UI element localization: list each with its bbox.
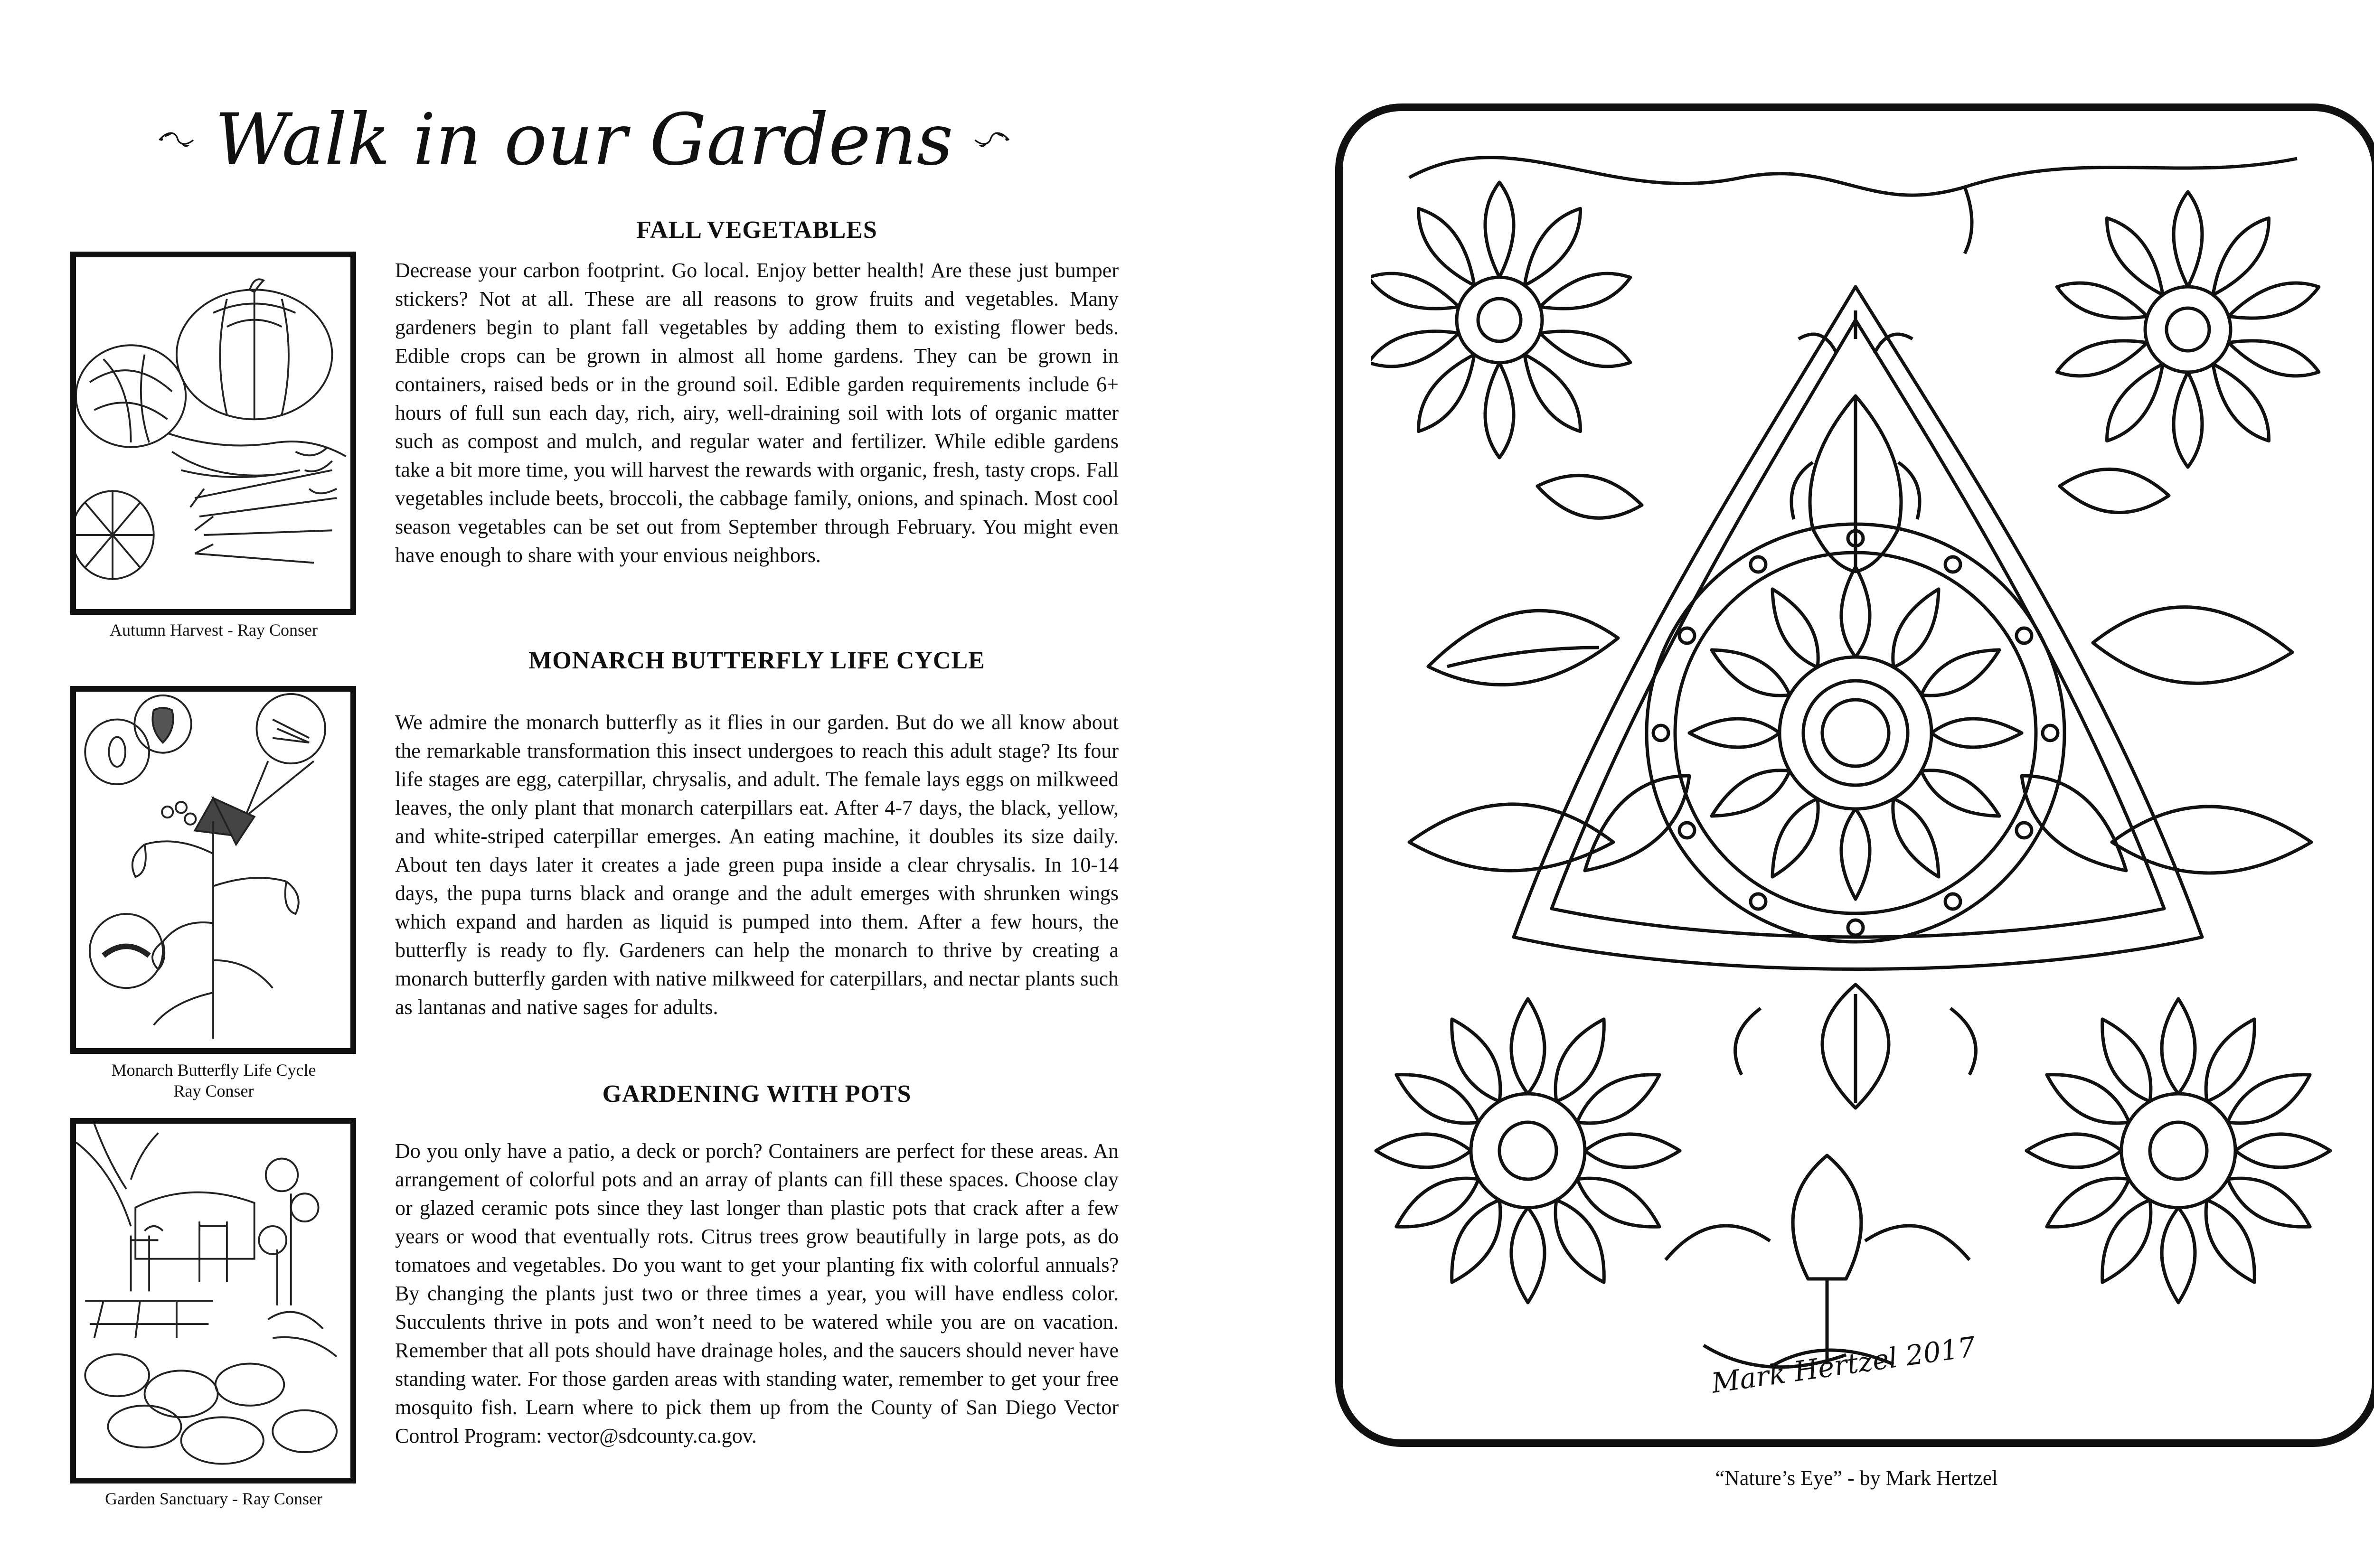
section-heading-monarch: MONARCH BUTTERFLY LIFE CYCLE	[528, 647, 985, 674]
garden-sanctuary-illustration	[70, 1118, 356, 1483]
garden-sanctuary-caption: Garden Sanctuary - Ray Conser	[105, 1489, 322, 1508]
title-row	[157, 93, 1011, 188]
monarch-illustration	[70, 686, 356, 1054]
autumn-harvest-illustration	[70, 252, 356, 615]
section-body-fall-vegetables: Decrease your carbon footprint. Go local. Enjoy better health! Are these just bumper stickers? Not at all. These are all reasons to grow fruits and vegetables. Many gardeners begin to plant fall vegetables by adding them to existing flower beds. Edible crops can be grown in almost all home gardens. They can be grown in containers, raised beds or in the ground soil. Edible garden requirements include 6+ hours of full sun each day, rich, airy, well-draining soil with lots of organic matter such as compost and mulch, and regular water and fertilizer. While edible gardens take a bit more time, you will harvest the rewards with organic, fresh, tasty crops. Fall vegetables include beets, broccoli, the cabbage family, onions, and spinach. Most cool season vegetables can be set out from September through February. You might even have enough to share with your envious neighbors.	[395, 259, 1119, 567]
monarch-caption-line2: Ray Conser	[173, 1081, 254, 1100]
natures-eye-coloring-art	[1371, 130, 2345, 1426]
section-body-monarch: We admire the monarch butterfly as it flies in our garden. But do we all know about the remarkable transformation this insect undergoes to reach this adult stage? Its four life stages are egg, caterpillar, chrysalis, and adult. The female lays eggs on milkweed leaves, the only plant that monarch caterpillars eat. After 4-7 days, the black, yellow, and white-striped caterpillar emerges. An eating machine, it doubles its size daily. About ten days later it creates a jade green pupa inside a clear chrysalis. In 10-14 days, the pupa turns black and orange and the adult emerges with shrunken wings which expand and harden as liquid is pumped into them. After a few hours, the butterfly is ready to fly. Gardeners can help the monarch to thrive by creating a monarch butterfly garden with native milkweed for caterpillars, and nectar plants such as lantanas and native sages for adults.	[395, 711, 1119, 1019]
section-heading-pots: GARDENING WITH POTS	[602, 1080, 912, 1108]
section-heading-fall-vegetables: FALL VEGETABLES	[636, 216, 877, 244]
autumn-harvest-caption: Autumn Harvest - Ray Conser	[110, 620, 318, 639]
coloring-page-caption: “Nature’s Eye” - by Mark Hertzel	[1715, 1466, 1998, 1490]
section-body-pots: Do you only have a patio, a deck or porch? Containers are perfect for these areas. An arrangement of colorful pots and an array of plants can fill these spaces. Choose clay or glazed ceramic pots since they last longer than plastic pots that crack after a few years or wood that eventually rots. Citrus trees grow beautifully in large pots, as do tomatoes and vegetables. Do you want to get your planting fix with colorful annuals? By changing the plants just two or three times a year, you will have endless color. Succulents thrive in pots and won’t need to be watered while you are on vacation. Remember that all pots should have drainage holes, and the saucers should never have standing water. For those garden areas with standing water, remember to get your free mosquito fish. Learn where to pick them up from the County of San Diego Vector Control Program: vector@sdcounty.ca.gov.	[395, 1139, 1119, 1447]
coloring-page-frame	[1335, 103, 2374, 1447]
left-flourish-icon	[157, 119, 196, 161]
right-flourish-icon	[972, 119, 1011, 161]
artist-signature: Mark Hertzel 2017	[1709, 1330, 1978, 1399]
page-title: Walk in our Gardens	[215, 99, 953, 181]
monarch-caption-line1: Monarch Butterfly Life Cycle	[111, 1061, 316, 1080]
